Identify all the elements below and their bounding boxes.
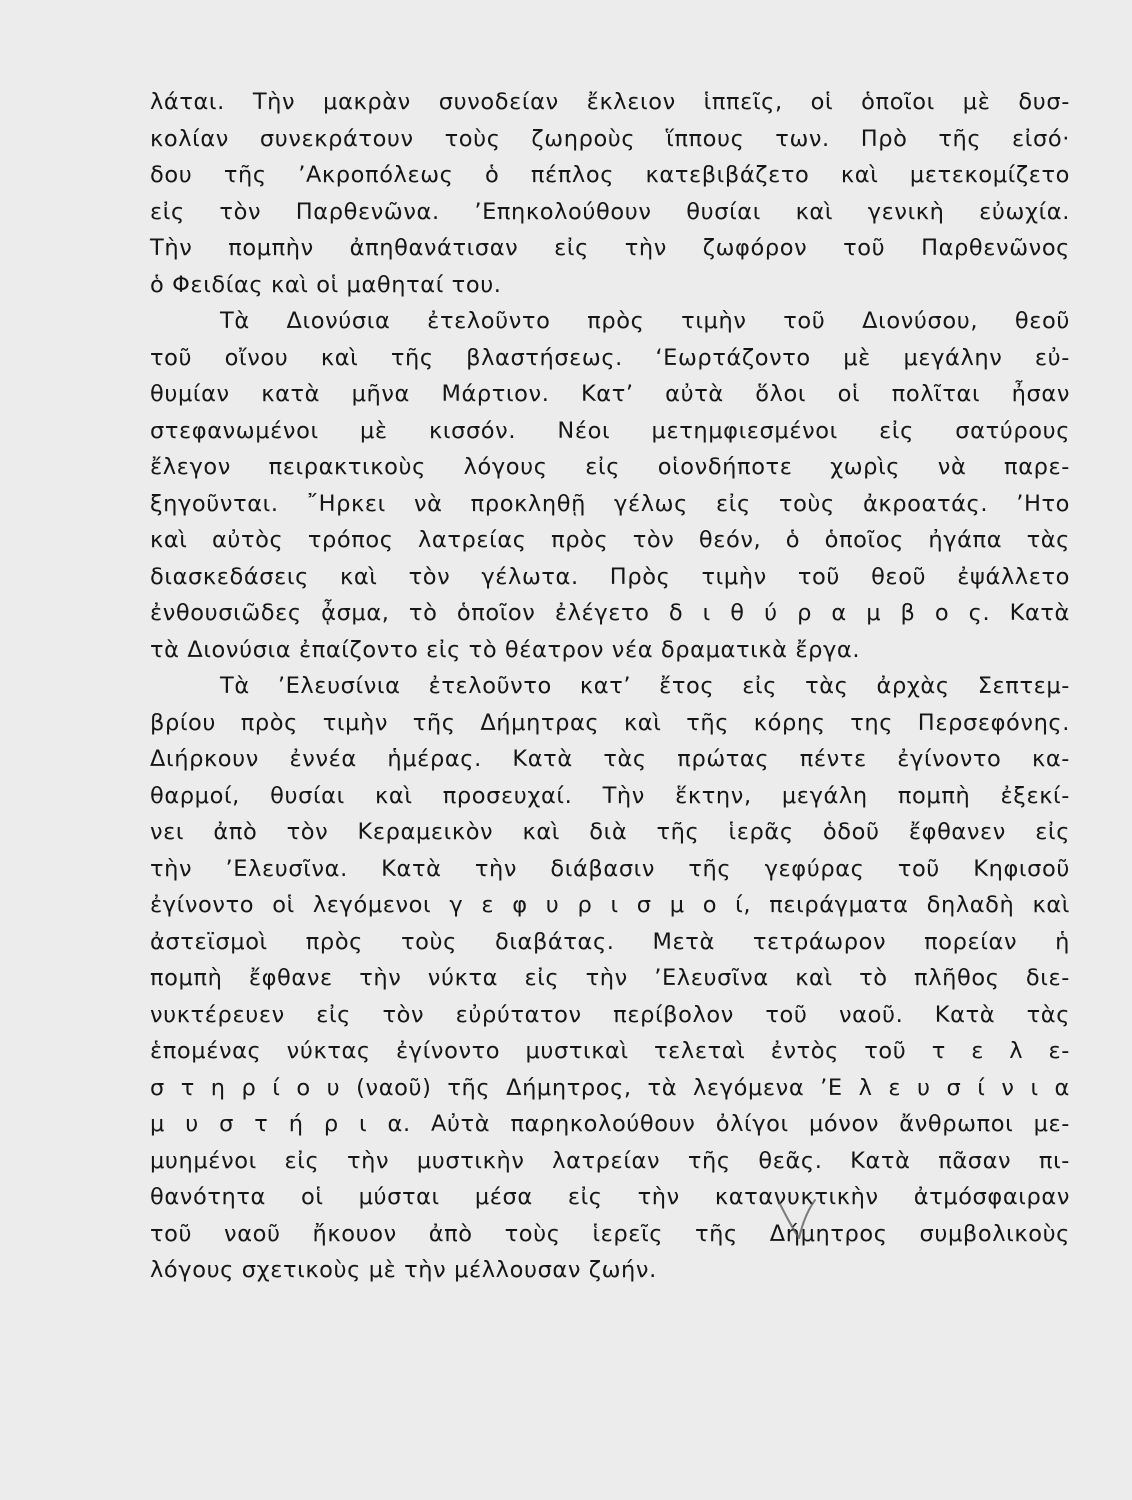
text-line: τοῦ ναοῦ ἤκουον ἀπὸ τοὺς ἱερεῖς τῆς Δήμητρος συμβολικοὺς xyxy=(150,1220,1070,1247)
text-line: Τὴν πομπὴν ἀπηθανάτισαν εἰς τὴν ζωφόρον τοῦ Παρθενῶνος xyxy=(150,235,1070,261)
text-line: κολίαν συνεκράτουν τοὺς ζωηροὺς ἵππους των. Πρὸ τῆς εἰσό· xyxy=(150,125,1070,152)
text-line: ἀστεϊσμοὶ πρὸς τοὺς διαβάτας. Μετὰ τετράωρον πορείαν ἡ xyxy=(150,928,1070,955)
text-line: Διήρκουν ἐννέα ἡμέρας. Κατὰ τὰς πρώτας πέντε ἐγίνοντο κα- xyxy=(150,746,1070,772)
text-line: λόγους σχετικοὺς μὲ τὴν μέλλουσαν ζωήν. xyxy=(150,1257,657,1283)
text-line: τὰ Διονύσια ἐπαίζοντο εἰς τὸ θέατρον νέα δραματικὰ ἔργα. xyxy=(150,636,861,663)
text-line: σ τ η ρ ί ο υ (ναοῦ) τῆς Δήμητρος, τὰ λεγόμενα ’Ε λ ε υ σ ί ν ι α xyxy=(150,1074,1070,1101)
text-line: Τὰ Διονύσια ἐτελοῦντο πρὸς τιμὴν τοῦ Διονύσου, θεοῦ xyxy=(220,308,1070,334)
body-text xyxy=(150,84,1070,1289)
text-line: θαρμοί, θυσίαι καὶ προσευχαί. Τὴν ἕκτην, μεγάλη πομπὴ ἐξεκί- xyxy=(150,782,1070,809)
text-line: δου τῆς ’Ακροπόλεως ὁ πέπλος κατεβιβάζετο καὶ μετεκομίζετο xyxy=(150,162,1070,188)
text-line: τοῦ οἴνου καὶ τῆς βλαστήσεως. ‘Εωρτάζοντο μὲ μεγάλην εὐ- xyxy=(150,344,1070,371)
text-line: ξηγοῦνται. ῎Ηρκει νὰ προκληθῇ γέλως εἰς τοὺς ἀκροατάς. ’Ητο xyxy=(150,490,1070,517)
pencil-check-mark-icon xyxy=(775,1196,825,1244)
text-line: μ υ σ τ ή ρ ι α. Αὐτὰ παρηκολούθουν ὀλίγοι μόνον ἄνθρωποι με- xyxy=(150,1111,1070,1137)
text-line: θανότητα οἱ μύσται μέσα εἰς τὴν κατανυκτικὴν ἀτμόσφαιραν xyxy=(150,1184,1070,1210)
text-line: ἑπομένας νύκτας ἐγίνοντο μυστικαὶ τελεταὶ ἐντὸς τοῦ τ ε λ ε- xyxy=(150,1038,1070,1064)
text-line: νει ἀπὸ τὸν Κεραμεικὸν καὶ διὰ τῆς ἱερᾶς ὁδοῦ ἔφθανεν εἰς xyxy=(150,819,1070,845)
text-line: καὶ αὐτὸς τρόπος λατρείας πρὸς τὸν θεόν, ὁ ὁποῖος ἠγάπα τὰς xyxy=(150,527,1070,553)
text-line: λάται. Τὴν μακρὰν συνοδείαν ἔκλειον ἱππεῖς, οἱ ὁποῖοι μὲ δυσ- xyxy=(150,89,1070,115)
text-line: ἐγίνοντο οἱ λεγόμενοι γ ε φ υ ρ ι σ μ ο ί, πειράγματα δηλαδὴ καὶ xyxy=(150,892,1070,918)
text-line: βρίου πρὸς τιμὴν τῆς Δήμητρας καὶ τῆς κόρης της Περσεφόνης. xyxy=(150,709,1070,736)
text-line: διασκεδάσεις καὶ τὸν γέλωτα. Πρὸς τιμὴν τοῦ θεοῦ ἐψάλλετο xyxy=(150,563,1070,590)
text-line: μυημένοι εἰς τὴν μυστικὴν λατρείαν τῆς θεᾶς. Κατὰ πᾶσαν πι- xyxy=(150,1147,1070,1174)
text-line: πομπὴ ἔφθανε τὴν νύκτα εἰς τὴν ’Ελευσῖνα καὶ τὸ πλῆθος διε- xyxy=(150,965,1070,991)
text-line: εἰς τὸν Παρθενῶνα. ’Επηκολούθουν θυσίαι καὶ γενικὴ εὐωχία. xyxy=(150,198,1070,225)
text-line: θυμίαν κατὰ μῆνα Μάρτιον. Κατ’ αὐτὰ ὅλοι οἱ πολῖται ἦσαν xyxy=(150,381,1070,407)
text-line: ἔλεγον πειρακτικοὺς λόγους εἰς οἱονδήποτε χωρὶς νὰ παρε- xyxy=(150,454,1070,480)
text-line: στεφανωμένοι μὲ κισσόν. Νέοι μετημφιεσμένοι εἰς σατύρους xyxy=(150,417,1070,444)
text-line: ἐνθουσιῶδες ᾆσμα, τὸ ὁποῖον ἐλέγετο δ ι θ ύ ρ α μ β ο ς. Κατὰ xyxy=(150,600,1070,626)
text-line: τὴν ’Ελευσῖνα. Κατὰ τὴν διάβασιν τῆς γεφύρας τοῦ Κηφισοῦ xyxy=(150,855,1070,882)
text-line: Τὰ ’Ελευσίνια ἐτελοῦντο κατ’ ἔτος εἰς τὰς ἀρχὰς Σεπτεμ- xyxy=(220,673,1070,699)
text-line: νυκτέρευεν εἰς τὸν εὐρύτατον περίβολον τοῦ ναοῦ. Κατὰ τὰς xyxy=(150,1001,1070,1028)
text-line: ὁ Φειδίας καὶ οἱ μαθηταί του. xyxy=(150,271,502,298)
